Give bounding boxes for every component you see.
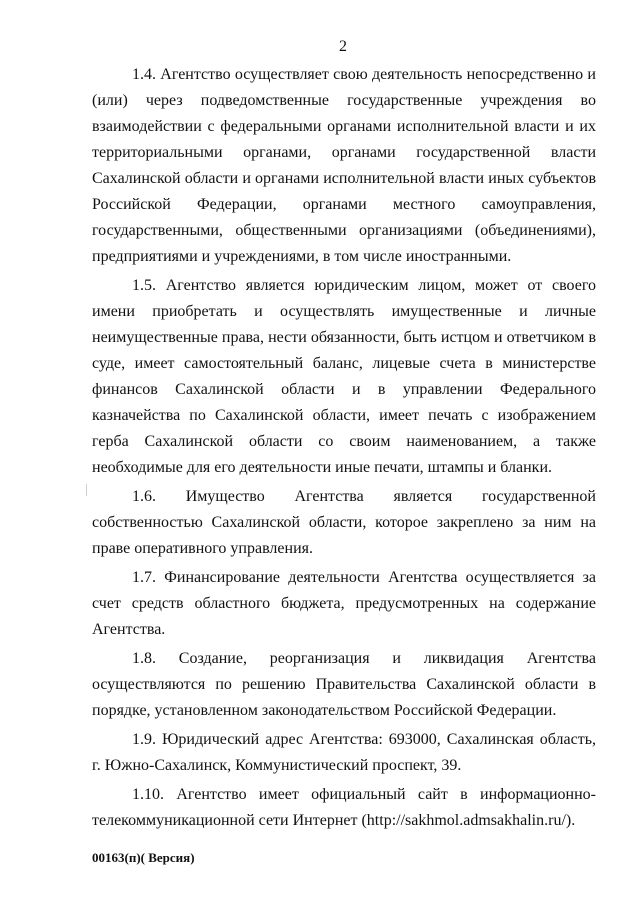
paragraph-1-10: 1.10. Агентство имеет официальный сайт в информационно-телекоммуникационной сети Интернет (http://sakhmol.admsakhalin.ru/). [92,786,596,829]
paragraph-1-7: 1.7. Финансирование деятельности Агентства осуществляется за счет средств областного бюджета, предусмотренных на содержание Агентства. [92,569,596,638]
paragraph-1-8: 1.8. Создание, реорганизация и ликвидация Агентства осуществляются по решению Правительства Сахалинской области в порядке, установленном законодательством Российской Федерации. [92,650,596,719]
document-body [92,62,596,837]
document-footer-code: 00163(п)( Версия) [92,850,195,865]
page-number: 2 [339,38,347,55]
scan-mark [86,484,87,496]
paragraph-1-6: 1.6. Имущество Агентства является государственной собственностью Сахалинской области, которое закреплено за ним на праве оперативного управления. [92,488,596,557]
paragraph-1-5: 1.5. Агентство является юридическим лицом, может от своего имени приобретать и осуществлять имущественные и личные неимущественные права, нести обязанности, быть истцом и ответчиком в суде, имеет самостоятельный баланс, лицевые счета в министерстве финансов Сахалинской области и в управлении Федерального казначейства по Сахалинской области, имеет печать с изображением герба Сахалинской области со своим наименованием, а также необходимые для его деятельности иные печати, штампы и бланки. [92,277,596,476]
paragraph-1-4: 1.4. Агентство осуществляет свою деятельность непосредственно и (или) через подведомственные государственные учреждения во взаимодействии с федеральными органами исполнительной власти и их территориальными органами, органами государственной власти Сахалинской области и органами исполнительной власти иных субъектов Российской Федерации, органами местного самоуправления, государственными, общественными организациями (объединениями), предприятиями и учреждениями, в том числе иностранными. [92,66,596,265]
paragraph-1-9: 1.9. Юридический адрес Агентства: 693000, Сахалинская область, г. Южно-Сахалинск, Коммунистический проспект, 39. [92,731,596,774]
